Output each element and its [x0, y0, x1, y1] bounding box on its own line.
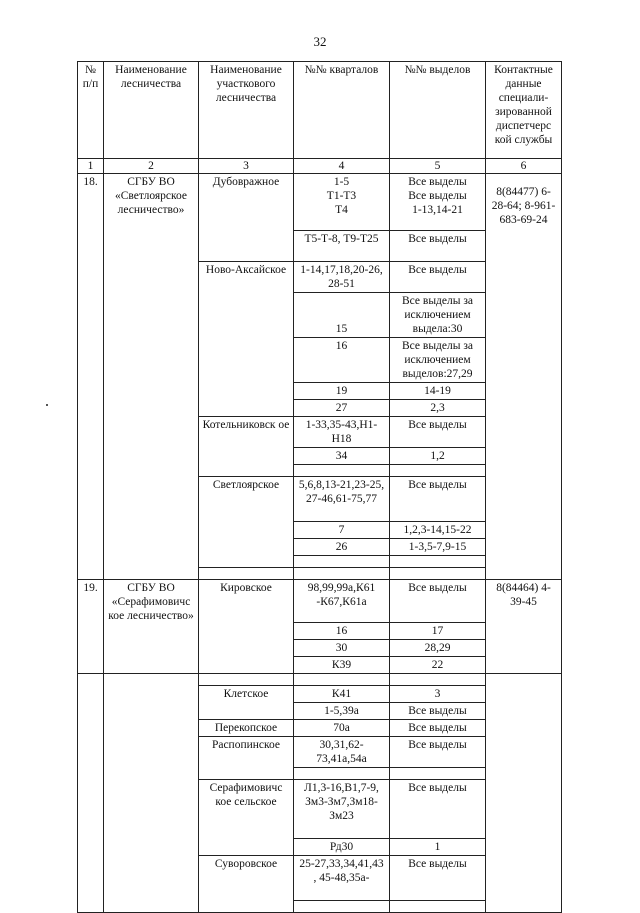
quarters-cell [294, 174, 390, 231]
empty-cell [294, 674, 390, 686]
sections-cell: 14-19 [390, 383, 486, 400]
quarters-line: 1-5 [333, 176, 350, 188]
sections-line: Все выделы [408, 190, 467, 202]
header-row [78, 62, 562, 159]
table-row [78, 174, 562, 231]
empty-cell [294, 901, 390, 913]
sections-cell: Все выделы [390, 856, 486, 901]
header-sections: №№ выделов [390, 62, 486, 159]
district-name: Ново-Аксайское [199, 262, 294, 417]
table-row [78, 674, 562, 686]
sections-cell: Все выделы [390, 417, 486, 448]
district-name: Клетское [199, 686, 294, 720]
district-name: Кировское [199, 580, 294, 674]
empty-cell [390, 901, 486, 913]
quarters-cell: 26 [294, 539, 390, 556]
header-quarters: №№ кварталов [294, 62, 390, 159]
quarters-cell: 70а [294, 720, 390, 737]
sections-line: Все выделы [408, 176, 467, 188]
empty-cell [390, 568, 486, 580]
empty-cell [294, 465, 390, 477]
quarters-cell: 30 [294, 640, 390, 657]
quarters-cell: 34 [294, 448, 390, 465]
forestry-name: СГБУ ВО «Серафимовичс кое лесничество» [104, 580, 199, 674]
forestry-name: СГБУ ВО «Светлоярское лесничество» [104, 174, 199, 580]
quarters-cell: 98,99,99а,К61 -К67,К61а [294, 580, 390, 623]
sections-cell: 1-3,5-7,9-15 [390, 539, 486, 556]
sections-cell: Все выделы за исключением выделов:27,29 [390, 338, 486, 383]
sections-cell: Все выделы [390, 737, 486, 768]
quarters-cell: Т5-Т-8, Т9-Т25 [294, 231, 390, 262]
sections-cell: 3 [390, 686, 486, 703]
quarters-cell: 30,31,62-73,41а,54а [294, 737, 390, 768]
sections-cell: Все выделы [390, 780, 486, 839]
sections-cell: 1 [390, 839, 486, 856]
header-num: № п/п [78, 62, 104, 159]
column-number: 1 [78, 159, 104, 174]
quarters-cell: 27 [294, 400, 390, 417]
sections-cell: 2,3 [390, 400, 486, 417]
quarters-cell: К41 [294, 686, 390, 703]
quarters-cell: 15 [294, 293, 390, 338]
district-name: Перекопское [199, 720, 294, 737]
sections-cell: Все выделы за исключением выдела:30 [390, 293, 486, 338]
sections-cell: Все выделы [390, 720, 486, 737]
empty-cell [104, 674, 199, 913]
empty-cell [294, 556, 390, 568]
column-number: 4 [294, 159, 390, 174]
empty-cell [294, 768, 390, 780]
district-name: Котельниковск ое [199, 417, 294, 477]
column-number: 6 [486, 159, 562, 174]
sections-cell [390, 174, 486, 231]
sections-cell: Все выделы [390, 231, 486, 262]
header-contacts: Контактные данные специали-зированной диспетчерс кой службы [486, 62, 562, 159]
contact-info: 8(84464) 4-39-45 [486, 580, 562, 674]
sections-cell: Все выделы [390, 703, 486, 720]
sections-cell: 17 [390, 623, 486, 640]
quarters-cell: К39 [294, 657, 390, 674]
empty-cell [199, 568, 294, 580]
quarters-cell: 1-5,39а [294, 703, 390, 720]
sections-cell: 28,29 [390, 640, 486, 657]
row-number: 19. [78, 580, 104, 674]
quarters-line: Т1-Т3 [326, 190, 357, 202]
sections-cell: Все выделы [390, 262, 486, 293]
column-number: 3 [199, 159, 294, 174]
contact-text: 8(84477) 6-28-64; 8-961-683-69-24 [491, 186, 556, 226]
column-number: 5 [390, 159, 486, 174]
empty-cell [390, 465, 486, 477]
page-number: 32 [313, 34, 327, 49]
margin-mark [46, 404, 48, 406]
district-name: Распопинское [199, 737, 294, 780]
forestry-table [77, 61, 562, 913]
empty-cell [486, 674, 562, 913]
contact-info [486, 174, 562, 580]
column-number: 2 [104, 159, 199, 174]
quarters-cell: 19 [294, 383, 390, 400]
sections-line: 1-13,14-21 [412, 204, 463, 216]
sections-cell: 22 [390, 657, 486, 674]
sections-cell: 1,2,3-14,15-22 [390, 522, 486, 539]
empty-cell [390, 556, 486, 568]
district-name: Суворовское [199, 856, 294, 913]
quarters-cell: 7 [294, 522, 390, 539]
header-forestry-name: Наименование лесничества [104, 62, 199, 159]
quarters-cell: 5,6,8,13-21,23-25, 27-46,61-75,77 [294, 477, 390, 522]
quarters-cell: Л1,3-16,В1,7-9, Зм3-Зм7,Зм18-Зм23 [294, 780, 390, 839]
quarters-cell: Рд30 [294, 839, 390, 856]
sections-cell: 1,2 [390, 448, 486, 465]
quarters-cell: 1-33,35-43,Н1-Н18 [294, 417, 390, 448]
header-district-name: Наименование участкового лесничества [199, 62, 294, 159]
quarters-cell: 16 [294, 338, 390, 383]
quarters-cell: 25-27,33,34,41,43 , 45-48,35а- [294, 856, 390, 901]
empty-cell [390, 674, 486, 686]
empty-cell [199, 674, 294, 686]
table-row [78, 580, 562, 623]
column-number-row [78, 159, 562, 174]
quarters-cell: 16 [294, 623, 390, 640]
sections-cell: Все выделы [390, 477, 486, 522]
quarters-line: Т4 [335, 204, 348, 216]
district-name: Светлоярское [199, 477, 294, 568]
empty-cell [390, 768, 486, 780]
district-name: Дубовражное [199, 174, 294, 262]
row-number: 18. [78, 174, 104, 580]
empty-cell [294, 568, 390, 580]
sections-cell: Все выделы [390, 580, 486, 623]
empty-cell [78, 674, 104, 913]
quarters-cell: 1-14,17,18,20-26, 28-51 [294, 262, 390, 293]
district-name: Серафимовичс кое сельское [199, 780, 294, 856]
